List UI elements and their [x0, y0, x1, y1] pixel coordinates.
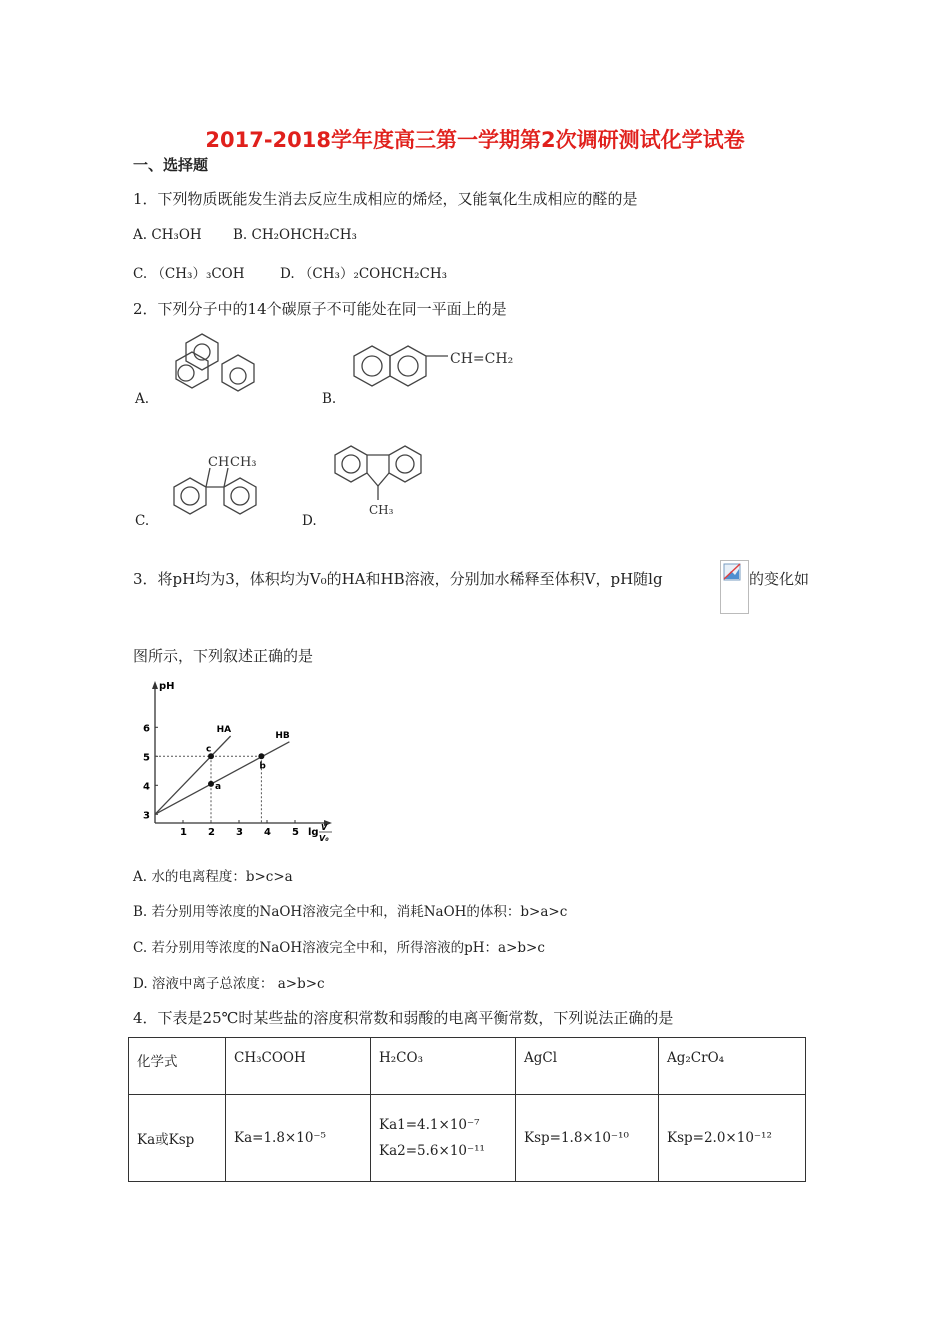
data-point-a	[208, 781, 214, 787]
x-axis-label-lg: lg	[308, 827, 319, 838]
molecule-d-diagram	[325, 440, 445, 520]
x-tick-label: 2	[208, 827, 215, 838]
table-row	[129, 1095, 806, 1182]
x-tick-label: 4	[264, 827, 271, 838]
value-cell: Ksp=1.8×10⁻¹⁰	[516, 1095, 659, 1182]
series-label-ha: HA	[216, 725, 232, 735]
header-cell: H₂CO₃	[371, 1038, 516, 1095]
row-label-cell: Ka或Ksp	[129, 1095, 226, 1182]
ph-dilution-chart	[138, 675, 338, 850]
question-3-stem-line1: 3．将pH均为3，体积均为V₀的HA和HB溶液，分别加水稀释至体积V，pH随lg	[133, 570, 663, 588]
value-cell: Ka=1.8×10⁻⁵	[226, 1095, 371, 1182]
value-cell	[371, 1095, 516, 1182]
q1-option-b: B. CH₂OHCH₂CH₃	[233, 227, 357, 243]
data-point-label-a: a	[215, 781, 222, 792]
q1-option-d: D. （CH₃）₂COHCH₂CH₃	[280, 266, 448, 282]
data-point-label-b: b	[259, 761, 266, 772]
question-1-stem: 1．下列物质既能发生消去反应生成相应的烯烃，又能氧化生成相应的醛的是	[133, 190, 638, 208]
value-line: Ka2=5.6×10⁻¹¹	[379, 1143, 485, 1159]
y-tick-label: 5	[143, 752, 150, 764]
data-point-b	[258, 753, 264, 759]
q3-option-d: D. 溶液中离子总浓度： a>b>c	[133, 976, 325, 992]
y-tick-label: 6	[143, 723, 150, 735]
q2-option-c: C.	[135, 513, 150, 529]
data-point-label-c: c	[206, 744, 212, 755]
q3-option-c: C. 若分别用等浓度的NaOH溶液完全中和，所得溶液的pH：a>b>c	[133, 940, 545, 956]
molecule-d-ch3-label: CH₃	[369, 503, 394, 517]
x-axis-label-denominator: V₀	[319, 834, 329, 843]
header-cell: 化学式	[129, 1038, 226, 1095]
q2-option-b: B.	[322, 391, 337, 407]
header-cell: AgCl	[516, 1038, 659, 1095]
x-tick-label: 5	[292, 827, 299, 838]
molecule-b-diagram	[350, 340, 530, 400]
constants-table	[128, 1037, 806, 1182]
question-3-stem-line2: 图所示，下列叙述正确的是	[133, 647, 314, 665]
q3-option-b: B. 若分别用等浓度的NaOH溶液完全中和，消耗NaOH的体积：b>a>c	[133, 904, 568, 920]
y-axis-label: pH	[159, 681, 175, 692]
header-cell: CH₃COOH	[226, 1038, 371, 1095]
question-3-stem-line1-tail: 的变化如	[749, 570, 810, 588]
table-header-row	[129, 1038, 806, 1095]
q1-option-c: C. （CH₃）₃COH	[133, 266, 245, 282]
q3-option-a: A. 水的电离程度：b>c>a	[133, 869, 293, 885]
value-line: Ka1=4.1×10⁻⁷	[379, 1117, 480, 1133]
y-tick-label: 4	[143, 781, 150, 793]
q1-option-a: A. CH₃OH	[133, 227, 202, 243]
x-axis-label-numerator: V	[321, 823, 328, 832]
molecule-b-label: CH=CH₂	[450, 351, 514, 367]
header-cell: Ag₂CrO₄	[659, 1038, 806, 1095]
series-line-ha	[155, 736, 231, 814]
molecule-c-diagram	[160, 450, 280, 520]
page-title: 2017-2018学年度高三第一学期第2次调研测试化学试卷	[205, 128, 745, 152]
series-line-hb	[155, 742, 289, 815]
y-axis-arrow	[152, 681, 158, 689]
molecule-a-diagram	[160, 328, 290, 403]
q2-option-d: D.	[302, 513, 317, 529]
y-tick-label: 3	[143, 810, 150, 822]
x-tick-label: 1	[180, 827, 187, 838]
molecule-c-ch3-label: CH₃	[230, 455, 257, 470]
broken-image-icon	[720, 560, 749, 614]
molecule-c-ch-label: CH	[208, 455, 230, 470]
question-2-stem: 2．下列分子中的14个碳原子不可能处在同一平面上的是	[133, 300, 507, 318]
q2-option-a: A.	[135, 391, 150, 407]
series-label-hb: HB	[275, 730, 290, 741]
section-heading: 一、选择题	[133, 156, 209, 174]
x-tick-label: 3	[236, 827, 243, 838]
question-4-stem: 4．下表是25℃时某些盐的溶度积常数和弱酸的电离平衡常数，下列说法正确的是	[133, 1009, 674, 1027]
value-cell: Ksp=2.0×10⁻¹²	[659, 1095, 806, 1182]
